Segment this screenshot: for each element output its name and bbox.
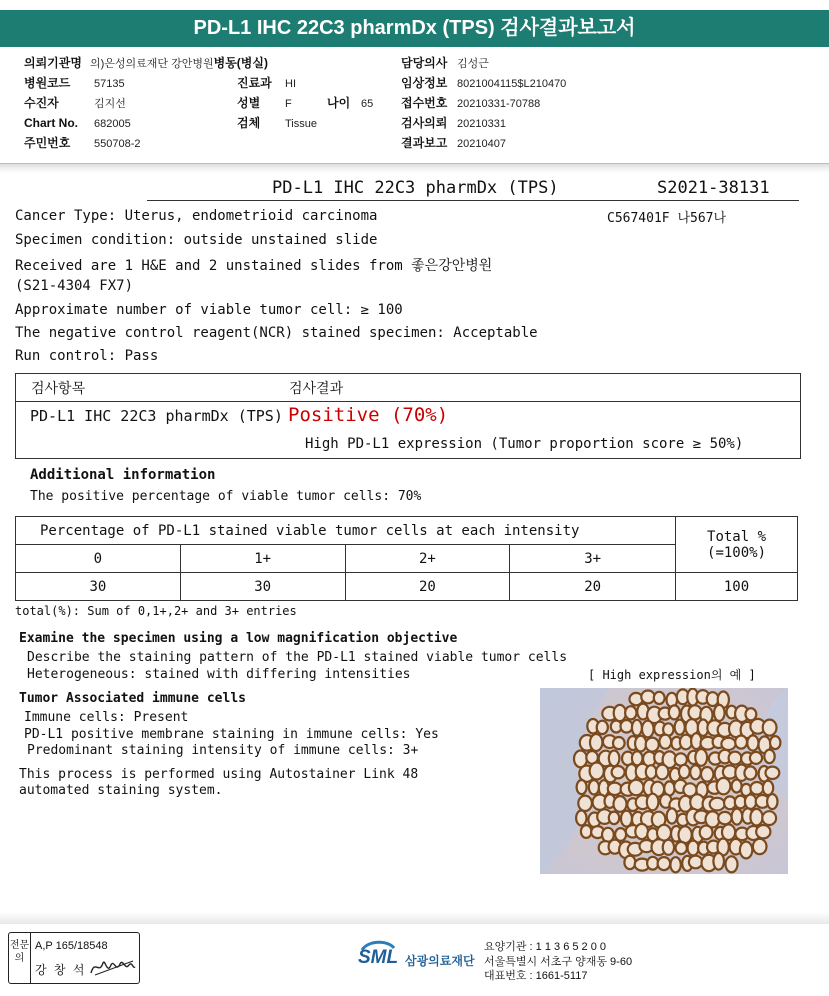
stained-cell: [663, 840, 674, 855]
control-reagent-line: The negative control reagent(NCR) stained specimen: Acceptable: [15, 325, 538, 341]
intensity-value-2: 20: [345, 573, 510, 601]
intensity-total: 100: [676, 573, 798, 601]
stained-cell: [635, 736, 646, 752]
stained-cell: [578, 796, 592, 811]
stained-cell: [717, 778, 731, 794]
stained-cell: [612, 766, 625, 778]
intensity-value-3: 20: [510, 573, 676, 601]
stained-cell: [713, 853, 724, 870]
chart-row: [24, 114, 131, 132]
slide-id-line: (S21-4304 FX7): [15, 278, 134, 294]
report-date-value: 20210407: [457, 138, 506, 150]
report-number: S2021-38131: [657, 178, 770, 198]
hospital-code-row: [24, 74, 125, 92]
receipt-value: 20210331-70788: [457, 98, 541, 110]
stained-cell: [646, 738, 659, 752]
immune-line-2: PD-L1 positive membrane staining in immune cells: Yes: [24, 727, 439, 742]
test-item-header: 검사항목: [31, 381, 86, 397]
hospital-code-label: 병원코드: [24, 76, 71, 90]
image-caption: [ High expression의 예 ]: [588, 668, 756, 682]
stained-cell: [770, 736, 780, 749]
report-test-name: PD-L1 IHC 22C3 pharmDx (TPS): [272, 178, 559, 198]
stained-cell: [763, 781, 773, 795]
sex-value: F: [285, 98, 292, 110]
stained-cell: [714, 705, 725, 721]
signature-icon: [89, 955, 137, 979]
total-header-line1: Total %: [707, 528, 767, 545]
doctor-value: 김성근: [457, 58, 489, 70]
stained-cell: [659, 735, 671, 749]
examine-heading: Examine the specimen using a low magnification objective: [19, 631, 458, 646]
stained-cell: [621, 811, 632, 827]
stained-cell: [763, 720, 777, 736]
stained-cell: [689, 856, 702, 869]
doctor-row: [401, 54, 489, 72]
examine-line-1: Describe the staining pattern of the PD-L1 stained viable tumor cells: [27, 650, 568, 665]
stained-cell: [656, 765, 668, 780]
hospital-code-value: 57135: [94, 78, 125, 90]
stained-cell: [732, 780, 742, 793]
stained-cell: [729, 752, 742, 765]
micrograph-svg: [540, 688, 788, 874]
intensity-value-0: 30: [16, 573, 181, 601]
age-value: 65: [361, 98, 374, 110]
intensity-table-header: Percentage of PD-L1 stained viable tumor cells at each intensity: [16, 517, 676, 545]
stained-cell: [621, 720, 633, 733]
institution-label: 의뢰기관명: [24, 56, 82, 70]
stained-cell: [641, 691, 654, 704]
stamp-name: 강 창 석: [35, 963, 87, 977]
clinical-value: 8021004115$L210470: [457, 78, 567, 90]
result-test-item: PD-L1 IHC 22C3 pharmDx (TPS): [30, 407, 283, 425]
doctor-label: 담당의사: [401, 56, 448, 70]
stained-cell: [658, 857, 671, 870]
stained-cell: [701, 767, 713, 782]
stained-cell: [767, 794, 777, 809]
sml-logo-text: SML: [358, 947, 399, 968]
sex-age-row: [237, 94, 373, 112]
intensity-table: [15, 516, 798, 601]
stained-cell: [750, 809, 762, 826]
specimen-label: 검체: [237, 116, 261, 130]
institution-value: 의)은성의료재단 강안병원: [90, 58, 214, 70]
immune-line-1: Immune cells: Present: [24, 710, 189, 725]
ward-label: 병동(병실): [213, 56, 268, 70]
stained-cell: [679, 765, 690, 779]
stained-cell: [613, 737, 625, 749]
stained-cell: [766, 767, 780, 779]
stained-cell: [700, 826, 713, 840]
process-line-2: automated staining system.: [19, 783, 223, 798]
age-label: 나이: [327, 96, 351, 110]
org-name: 삼광의료재단: [405, 954, 475, 968]
institution-row: [24, 54, 268, 72]
table-footnote: total(%): Sum of 0,1+,2+ and 3+ entries: [15, 604, 297, 618]
stained-cell: [654, 692, 665, 704]
stained-cell: [764, 750, 774, 764]
report-date-label: 결과보고: [401, 136, 448, 150]
stained-cell: [625, 706, 636, 719]
stained-cell: [624, 856, 635, 870]
stained-cell: [732, 809, 743, 825]
request-label: 검사의뢰: [401, 116, 448, 130]
run-control-line: Run control: Pass: [15, 348, 159, 364]
stained-cell: [745, 795, 756, 809]
result-note: High PD-L1 expression (Tumor proportion score ≥ 50%): [305, 436, 744, 452]
stained-cell: [632, 720, 642, 736]
stained-cell: [577, 780, 587, 794]
total-header-line2: (=100%): [707, 544, 767, 561]
dept-value: HI: [285, 78, 296, 90]
stained-cell: [590, 734, 602, 751]
dept-label: 진료과: [237, 76, 272, 90]
stained-cell: [576, 811, 586, 826]
intensity-level-0: 0: [16, 545, 181, 573]
clinical-label: 임상정보: [401, 76, 448, 90]
stained-cell: [710, 798, 725, 811]
intensity-value-1: 30: [180, 573, 345, 601]
stained-cell: [750, 782, 763, 795]
receipt-row: [401, 94, 540, 112]
result-header-divider: [16, 401, 800, 402]
stained-cell: [762, 811, 776, 825]
request-row: [401, 114, 506, 132]
reference-code: C567401F 나567나: [607, 211, 727, 226]
sex-label: 성별: [237, 96, 261, 110]
stained-cell: [756, 825, 770, 838]
stained-cell: [721, 738, 735, 750]
stained-cell: [590, 763, 604, 780]
report-title: PD-L1 IHC 22C3 pharmDx (TPS) 검사결과보고서: [0, 10, 829, 47]
stained-cell: [740, 842, 752, 859]
chart-label: Chart No.: [24, 116, 78, 130]
intensity-level-1: 1+: [180, 545, 345, 573]
stained-cell: [744, 766, 756, 779]
result-value: Positive (70%): [288, 404, 449, 426]
id-row: [24, 134, 141, 152]
stained-cell: [646, 765, 657, 779]
id-label: 주민번호: [24, 136, 71, 150]
stained-cell: [589, 780, 599, 794]
stained-cell: [597, 721, 608, 734]
org-phone: 대표번호 : 1661-5117: [484, 970, 588, 982]
stained-cell: [695, 749, 707, 766]
intensity-level-3: 3+: [510, 545, 676, 573]
received-line: Received are 1 H&E and 2 unstained slides from 좋은강안병원: [15, 258, 493, 274]
stained-cell: [614, 796, 627, 812]
stained-cell: [726, 856, 738, 872]
stained-cell: [581, 825, 592, 838]
footer-divider: [0, 912, 829, 924]
immune-line-3: Predominant staining intensity of immune cells: 3+: [27, 743, 419, 758]
additional-heading: Additional information: [30, 467, 216, 483]
stained-cell: [667, 808, 677, 823]
stained-cell: [629, 780, 644, 795]
patient-label: 수진자: [24, 96, 59, 110]
id-value: 550708-2: [94, 138, 141, 150]
stained-cell: [735, 736, 747, 749]
stained-cell: [647, 794, 659, 811]
stained-cell: [690, 765, 701, 779]
stained-cell: [642, 721, 654, 738]
stained-cell: [750, 752, 762, 764]
stamp-license: A,P 165/18548: [35, 940, 108, 952]
stained-cell: [635, 824, 648, 839]
total-header: [676, 517, 798, 573]
clinical-row: [401, 74, 566, 92]
specimen-condition-line: Specimen condition: outside unstained slide: [15, 232, 378, 248]
specimen-value: Tissue: [285, 118, 317, 130]
immune-heading: Tumor Associated immune cells: [19, 691, 246, 706]
request-value: 20210331: [457, 118, 506, 130]
stained-cell: [676, 842, 687, 854]
org-code: 요양기관 : 1 1 3 6 5 2 0 0: [484, 941, 607, 953]
examine-line-2: Heterogeneous: stained with differing intensities: [27, 667, 411, 682]
org-address: 서울특별시 서초구 양재동 9-60: [484, 956, 633, 968]
report-title-underline: [147, 200, 799, 201]
stained-cell: [718, 812, 731, 824]
cancer-type-line: Cancer Type: Uterus, endometrioid carcinoma: [15, 208, 378, 224]
patient-value: 김지선: [94, 98, 126, 110]
stained-cell: [609, 812, 619, 825]
specimen-row: [237, 114, 317, 132]
receipt-label: 접수번호: [401, 96, 448, 110]
patient-row: [24, 94, 126, 112]
patient-header: [0, 52, 829, 164]
pathologist-stamp: [8, 932, 140, 984]
stained-cell: [753, 839, 767, 854]
intensity-level-2: 2+: [345, 545, 510, 573]
stained-cell: [675, 720, 685, 735]
specimen-micrograph: [540, 688, 788, 874]
header-divider: [0, 163, 829, 173]
dept-row: [237, 74, 296, 92]
header-divider-line: [0, 163, 829, 164]
stained-cell: [747, 735, 758, 750]
chart-value: 682005: [94, 118, 131, 130]
test-result-header: 검사결과: [289, 381, 344, 397]
additional-text: The positive percentage of viable tumor cells: 70%: [30, 489, 422, 504]
stained-cell: [670, 857, 680, 872]
process-line-1: This process is performed using Autostainer Link 48: [19, 767, 419, 782]
stained-cell: [609, 751, 620, 767]
tumor-cell-line: Approximate number of viable tumor cell: ≥ 100: [15, 302, 403, 318]
stamp-side-label: 전문의: [9, 933, 31, 983]
stained-cell: [679, 826, 692, 843]
report-date-row: [401, 134, 506, 152]
stained-cell: [669, 705, 680, 719]
